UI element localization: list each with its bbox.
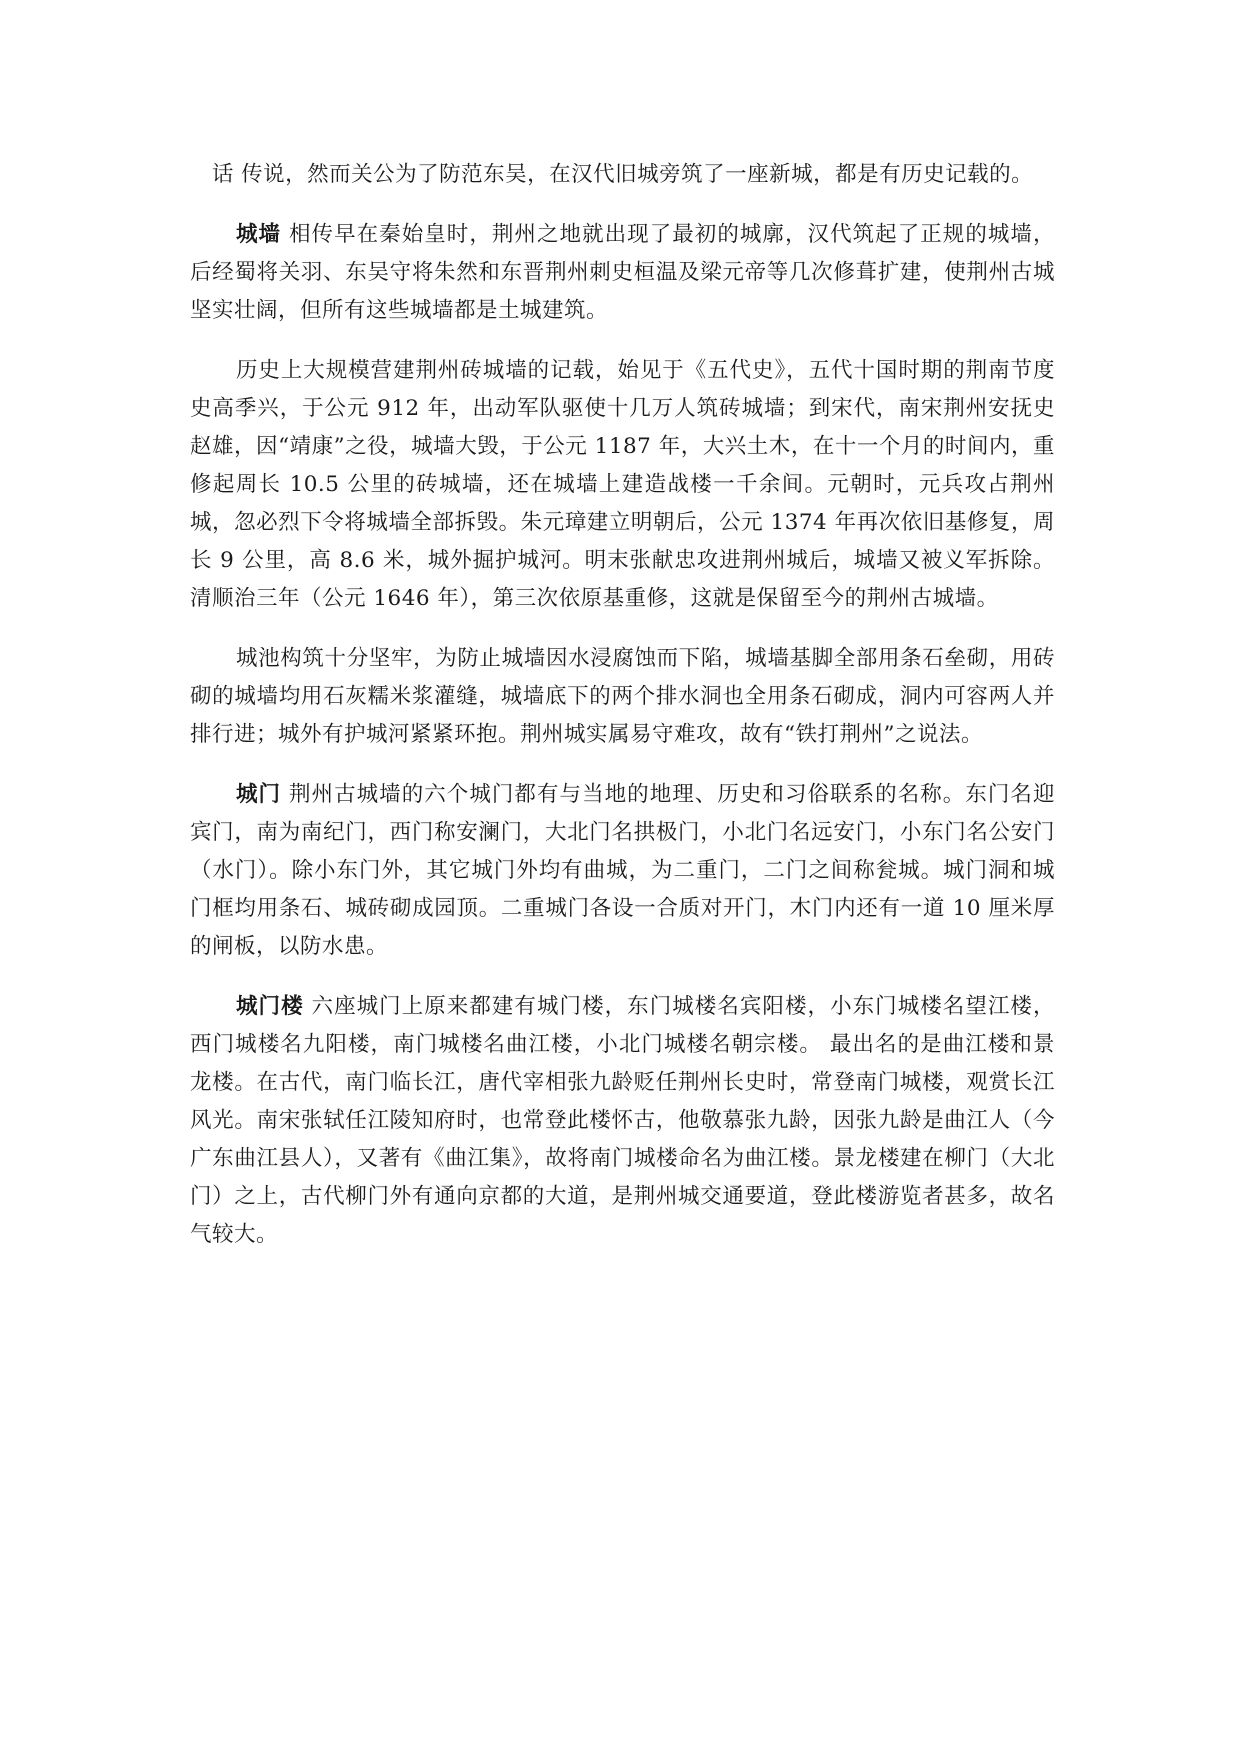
- paragraph-gap: [190, 966, 1055, 988]
- gate-towers-paragraph: [190, 988, 1055, 1254]
- paragraph-gap: [190, 194, 1055, 216]
- fortification-paragraph: 城池构筑十分坚牢，为防止城墙因水浸腐蚀而下陷，城墙基脚全部用条石垒砌，用砖砌的城墙均用石灰糯米浆灌缝，城墙底下的两个排水洞也全用条石砌成，洞内可容两人并排行进；城外有护城河紧紧环抱。荆州城实属易守难攻，故有“铁打荆州”之说法。: [190, 646, 1055, 747]
- gate-towers-text: 六座城门上原来都建有城门楼，东门城楼名宾阳楼，小东门城楼名望江楼，西门城楼名九阳楼，南门城楼名曲江楼，小北门城楼名朝宗楼。 最出名的是曲江楼和景龙楼。在古代，南门临长江，唐代宰相张九龄贬任荆州长史时，常登南门城楼，观赏长江风光。南宋张轼任江陵知府时，也常登此楼怀古，他敬慕张九龄，因张九龄是曲江人（今广东曲江县人），又著有《曲江集》，故将南门城楼命名为曲江楼。景龙楼建在柳门（大北门）之上，古代柳门外有通向京都的大道，是荆州城交通要道，登此楼游览者甚多，故名气较大。: [190, 994, 1055, 1247]
- paragraph-gap: [190, 754, 1055, 776]
- walls-term: 城墙: [236, 222, 282, 247]
- gates-paragraph: [190, 776, 1055, 966]
- paragraph-gap: [190, 618, 1055, 640]
- walls-text: 相传早在秦始皇时，荆州之地就出现了最初的城廓，汉代筑起了正规的城墙，后经蜀将关羽、东吴守将朱然和东晋荆州刺史桓温及梁元帝等几次修葺扩建，使荆州古城坚实壮阔，但所有这些城墙都是土城建筑。: [190, 222, 1055, 323]
- walls-paragraph: [190, 216, 1055, 330]
- gates-term: 城门: [236, 782, 282, 807]
- paragraph-gap: [190, 330, 1055, 352]
- brick-history-paragraph: 历史上大规模营建荆州砖城墙的记载，始见于《五代史》，五代十国时期的荆南节度史高季兴，于公元 912 年，出动军队驱使十几万人筑砖城墙；到宋代，南宋荆州安抚史赵雄，因“靖康”之役，城墙大毁，于公元 1187 年，大兴土木，在十一个月的时间内，重修起周长 10.5 公里的砖城墙，还在城墙上建造战楼一千余间。元朝时，元兵攻占荆州城，忽必烈下令将城墙全部拆毁。朱元璋建立明朝后，公元 1374 年再次依旧基修复，周长 9 公里，高 8.6 米，城外掘护城河。明末张献忠攻进荆州城后，城墙又被义军拆除。清顺治三年（公元 1646 年），第三次依原基重修，这就是保留至今的荆州古城墙。: [190, 358, 1055, 611]
- intro-paragraph: 话 传说，然而关公为了防范东吴，在汉代旧城旁筑了一座新城，都是有历史记载的。: [211, 162, 1034, 187]
- gate-towers-term: 城门楼: [236, 994, 304, 1019]
- gates-text: 荆州古城墙的六个城门都有与当地的地理、历史和习俗联系的名称。东门名迎宾门，南为南纪门，西门称安澜门，大北门名拱极门，小北门名远安门，小东门名公安门（水门）。除小东门外，其它城门外均有曲城，为二重门，二门之间称瓮城。城门洞和城门框均用条石、城砖砌成园顶。二重城门各设一合质对开门，木门内还有一道 10 厘米厚的闸板，以防水患。: [190, 782, 1055, 959]
- document-body: [190, 156, 1055, 1254]
